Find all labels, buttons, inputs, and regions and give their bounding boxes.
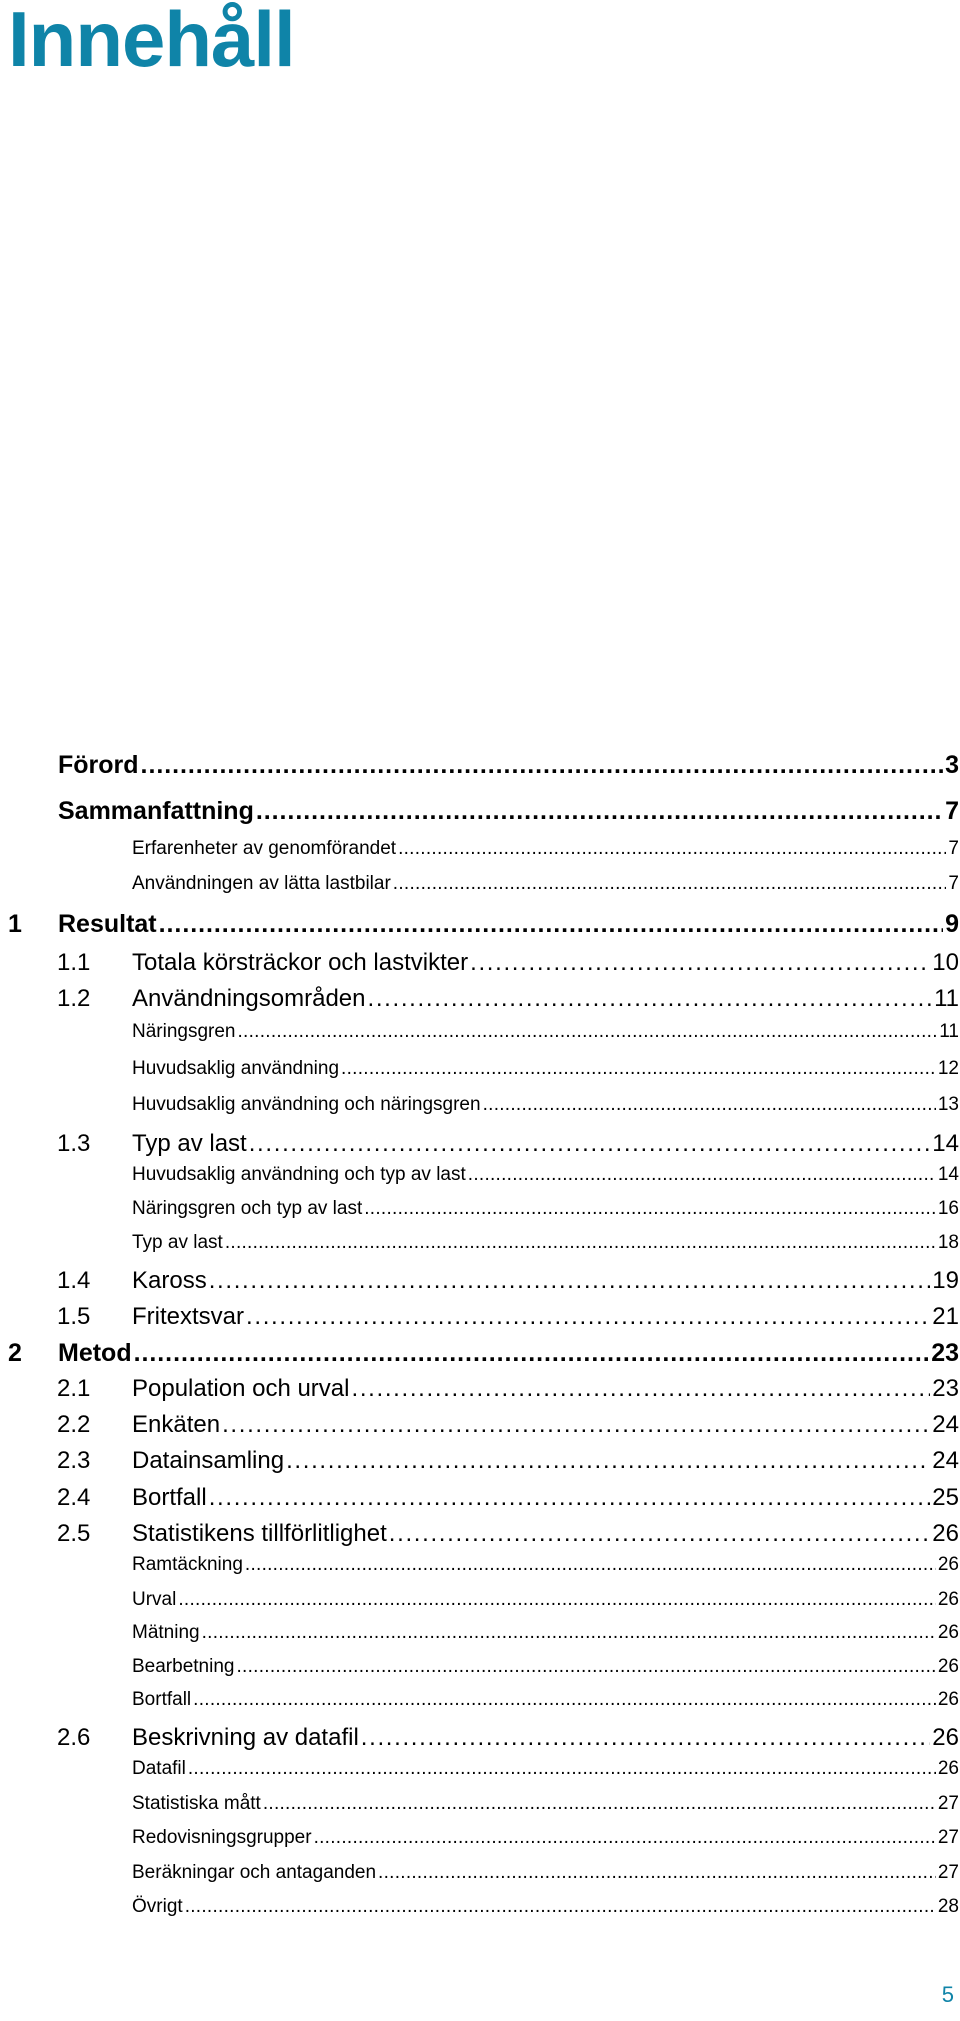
toc-entry-label: Beräkningar och antaganden	[132, 1862, 377, 1883]
toc-entry-label: Övrigt	[132, 1896, 183, 1917]
dot-leader	[193, 1689, 936, 1711]
toc-entry-label: Totala körsträckor och lastvikter	[132, 949, 469, 976]
toc-entry-page: 27	[937, 1793, 959, 1814]
dot-leader	[209, 1267, 931, 1295]
dot-leader	[249, 1130, 931, 1158]
toc-entry-label: Förord	[58, 751, 139, 779]
toc-entry-label: Bearbetning	[132, 1656, 235, 1677]
toc-entry-page: 14	[932, 1130, 959, 1157]
toc-entry-number: 2.2	[57, 1411, 91, 1438]
toc-entry-page: 11	[939, 1021, 959, 1042]
toc-entry[interactable]	[132, 1758, 959, 1780]
toc-entry-label: Datafil	[132, 1758, 186, 1779]
toc-entry-number: 2.5	[57, 1520, 91, 1547]
toc-entry[interactable]	[132, 1793, 959, 1815]
toc-entry-label: Datainsamling	[132, 1447, 285, 1474]
toc-entry[interactable]	[132, 1589, 959, 1611]
toc-entry-label: Fritextsvar	[132, 1303, 245, 1330]
toc-entry-number: 2.6	[57, 1724, 91, 1751]
toc-entry-page: 13	[937, 1094, 959, 1115]
toc-entry-number: 1.2	[57, 985, 91, 1012]
toc-entry[interactable]	[8, 1339, 959, 1368]
toc-entry-page: 26	[937, 1622, 959, 1643]
toc-entry[interactable]	[132, 1554, 959, 1576]
toc-entry[interactable]	[8, 797, 959, 826]
toc-entry-page: 12	[937, 1058, 959, 1079]
toc-entry-label: Huvudsaklig användning och näringsgren	[132, 1094, 481, 1115]
toc-entry[interactable]	[132, 1689, 959, 1711]
page-number: 5	[941, 1982, 954, 2007]
toc-entry-number: 1.3	[57, 1130, 91, 1157]
toc-entry-label: Typ av last	[132, 1130, 247, 1157]
dot-leader	[378, 1862, 936, 1884]
dot-leader	[209, 1484, 931, 1512]
dot-leader	[202, 1622, 936, 1644]
toc-entry[interactable]	[132, 1862, 959, 1884]
toc-entry-label: Näringsgren och typ av last	[132, 1198, 363, 1219]
toc-entry-page: 26	[932, 1520, 959, 1547]
toc-entry-label: Statistikens tillförlitlighet	[132, 1520, 387, 1547]
toc-entry-page: 11	[934, 985, 959, 1012]
toc-entry[interactable]	[132, 1058, 959, 1080]
toc-entry[interactable]	[132, 1896, 959, 1918]
toc-entry-page: 3	[945, 751, 959, 779]
toc-entry[interactable]	[132, 1656, 959, 1678]
dot-leader	[185, 1896, 936, 1918]
toc-entry-page: 14	[937, 1164, 959, 1185]
dot-leader	[141, 751, 944, 780]
toc-entry[interactable]	[132, 1198, 959, 1220]
toc-entry-label: Resultat	[58, 910, 157, 938]
dot-leader	[263, 1793, 936, 1815]
toc-entry-label: Enkäten	[132, 1411, 221, 1438]
toc-entry[interactable]	[8, 751, 959, 780]
dot-leader	[483, 1094, 936, 1116]
toc-entry-page: 19	[932, 1267, 959, 1294]
toc-entry-page: 18	[937, 1232, 959, 1253]
dot-leader	[341, 1058, 936, 1080]
toc-entry-page: 24	[932, 1411, 959, 1438]
dot-leader	[178, 1589, 936, 1611]
dot-leader	[222, 1411, 930, 1439]
dot-leader	[188, 1758, 936, 1780]
toc-entry[interactable]	[132, 1021, 959, 1043]
toc-entry-label: Statistiska mått	[132, 1793, 261, 1814]
toc-entry-label: Sammanfattning	[58, 797, 254, 825]
toc-entry[interactable]	[57, 1130, 959, 1158]
toc-entry-number: 2	[8, 1339, 22, 1367]
toc-entry-page: 10	[932, 949, 959, 976]
toc-entry[interactable]	[57, 1520, 959, 1548]
toc-entry-label: Användningsområden	[132, 985, 366, 1012]
toc-entry[interactable]	[132, 1232, 959, 1254]
dot-leader	[389, 1520, 931, 1548]
toc-entry[interactable]	[132, 838, 959, 860]
toc-entry-page: 7	[945, 797, 959, 825]
toc-entry-label: Mätning	[132, 1622, 200, 1643]
toc-entry-label: Huvudsaklig användning och typ av last	[132, 1164, 466, 1185]
dot-leader	[236, 1656, 935, 1678]
dot-leader	[246, 1303, 930, 1331]
dot-leader	[256, 797, 943, 826]
toc-entry-number: 1.1	[57, 949, 91, 976]
dot-leader	[238, 1021, 938, 1043]
toc-entry-label: Bortfall	[132, 1689, 192, 1710]
toc-entry-number: 2.1	[57, 1375, 91, 1402]
dot-leader	[286, 1447, 930, 1475]
dot-leader	[134, 1339, 930, 1368]
toc-entry[interactable]	[57, 1724, 959, 1752]
toc-entry-page: 26	[937, 1689, 959, 1710]
toc-entry-page: 26	[932, 1724, 959, 1751]
toc-entry-label: Kaross	[132, 1267, 207, 1294]
toc-entry-page: 27	[937, 1862, 959, 1883]
dot-leader	[368, 985, 933, 1013]
toc-entry-label: Ramtäckning	[132, 1554, 243, 1575]
toc-entry[interactable]	[132, 1622, 959, 1644]
toc-entry[interactable]	[57, 1267, 959, 1295]
toc-entry-page: 9	[945, 910, 959, 938]
toc-entry-label: Population och urval	[132, 1375, 350, 1402]
dot-leader	[314, 1827, 936, 1849]
toc-entry-page: 21	[932, 1303, 959, 1330]
toc-entry-label: Urval	[132, 1589, 177, 1610]
dot-leader	[364, 1198, 936, 1220]
toc-entry-page: 26	[937, 1758, 959, 1779]
dot-leader	[470, 949, 930, 977]
toc-entry-label: Huvudsaklig användning	[132, 1058, 340, 1079]
toc-entry-page: 26	[937, 1656, 959, 1677]
dot-leader	[225, 1232, 936, 1254]
dot-leader	[398, 838, 946, 860]
toc-entry-label: Bortfall	[132, 1484, 207, 1511]
dot-leader	[361, 1724, 931, 1752]
toc-entry[interactable]	[132, 1164, 959, 1186]
toc-entry-page: 27	[937, 1827, 959, 1848]
toc-entry-page: 7	[948, 838, 959, 859]
toc-entry-page: 16	[937, 1198, 959, 1219]
toc-entry-page: 26	[937, 1554, 959, 1575]
toc-entry-page: 28	[937, 1896, 959, 1917]
toc-entry[interactable]	[57, 1375, 959, 1403]
page-title: Innehåll	[8, 0, 295, 83]
toc-entry[interactable]	[8, 910, 959, 939]
toc-entry-label: Typ av last	[132, 1232, 223, 1253]
toc-entry-label: Användningen av lätta lastbilar	[132, 873, 391, 894]
toc-entry[interactable]	[57, 1484, 959, 1512]
toc-entry-number: 1.5	[57, 1303, 91, 1330]
toc-entry-page: 7	[948, 873, 959, 894]
toc-entry-page: 24	[932, 1447, 959, 1474]
toc-entry[interactable]	[57, 1411, 959, 1439]
dot-leader	[351, 1375, 930, 1403]
toc-entry-label: Erfarenheter av genomförandet	[132, 838, 397, 859]
toc-entry-number: 2.4	[57, 1484, 91, 1511]
dot-leader	[468, 1164, 936, 1186]
toc-entry[interactable]	[132, 1094, 959, 1116]
toc-entry-number: 1.4	[57, 1267, 91, 1294]
toc-entry[interactable]	[57, 1303, 959, 1331]
toc-entry-page: 23	[932, 1375, 959, 1402]
toc-entry-label: Beskrivning av datafil	[132, 1724, 359, 1751]
toc-entry-page: 25	[932, 1484, 959, 1511]
toc-entry-page: 23	[931, 1339, 959, 1367]
toc-entry-number: 2.3	[57, 1447, 91, 1474]
dot-leader	[393, 873, 947, 895]
dot-leader	[159, 910, 943, 939]
toc-entry-page: 26	[937, 1589, 959, 1610]
toc-entry-label: Näringsgren	[132, 1021, 236, 1042]
toc-entry-label: Redovisningsgrupper	[132, 1827, 312, 1848]
toc-entry[interactable]	[57, 1447, 959, 1475]
toc-entry[interactable]	[57, 949, 959, 977]
toc-entry-number: 1	[8, 910, 22, 938]
toc-entry-label: Metod	[58, 1339, 132, 1367]
toc-entry[interactable]	[132, 1827, 959, 1849]
toc-entry[interactable]	[132, 873, 959, 895]
toc-entry[interactable]	[57, 985, 959, 1013]
dot-leader	[245, 1554, 936, 1576]
